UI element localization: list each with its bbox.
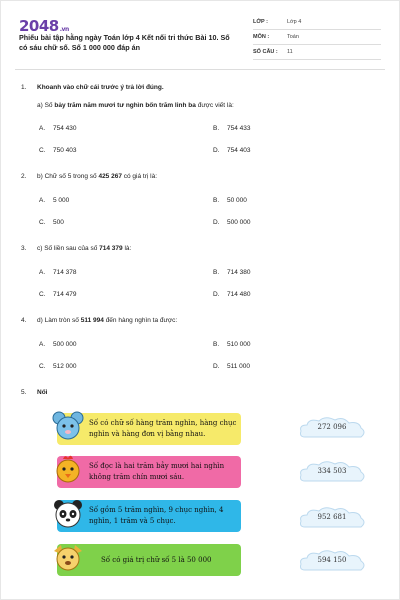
site-logo[interactable]: 2048.vn: [19, 17, 69, 35]
q2-option-d[interactable]: D. 500 000: [213, 219, 251, 226]
rooster-icon: [51, 453, 85, 487]
worksheet-title: Phiếu bài tập hằng ngày Toán lớp 4 Kết nối tri thức Bài 10. Số có sáu chữ số. Số 1 000 000 đáp án: [19, 33, 230, 52]
meta-row-class: LỚP : Lớp 4: [253, 15, 381, 30]
q2-option-a[interactable]: A. 5 000: [39, 197, 70, 204]
q2-option-c[interactable]: C. 500: [39, 219, 64, 226]
cloud-answer-4[interactable]: 594 150: [297, 548, 367, 574]
q4-option-d[interactable]: D. 511 000: [213, 363, 251, 370]
match-card-4[interactable]: Số có giá trị chữ số 5 là 50 000: [57, 544, 241, 576]
question-2-text: b) Chữ số 5 trong số 425 267 có giá trị là:: [37, 173, 158, 180]
q1-option-a[interactable]: A. 754 430: [39, 125, 77, 132]
q1-option-b[interactable]: B. 754 433: [213, 125, 251, 132]
q3-option-c[interactable]: C. 714 479: [39, 291, 77, 298]
question-1-text: Khoanh vào chữ cái trước ý trả lời đúng.: [37, 84, 164, 91]
question-4-text: d) Làm tròn số 511 994 đến hàng nghìn ta được:: [37, 317, 178, 324]
panda-icon: [51, 497, 85, 531]
q1-option-d[interactable]: D. 754 403: [213, 147, 251, 154]
mouse-icon: [51, 409, 85, 443]
match-card-2[interactable]: Số đọc là hai trăm bảy mươi hai nghìn không trăm chín mươi sáu.: [57, 456, 241, 488]
q4-option-b[interactable]: B. 510 000: [213, 341, 251, 348]
cloud-answer-3[interactable]: 952 681: [297, 505, 367, 531]
match-card-1[interactable]: Số có chữ số hàng trăm nghìn, hàng chục nghìn và hàng đơn vị bằng nhau.: [57, 413, 241, 445]
q3-option-a[interactable]: A. 714 378: [39, 269, 77, 276]
question-3-text: c) Số liền sau của số 714 379 là:: [37, 245, 132, 252]
meta-table: [253, 15, 381, 60]
question-5-text: Nối: [37, 389, 48, 396]
q3-option-b[interactable]: B. 714 380: [213, 269, 251, 276]
question-1-sub: a) Số bảy trăm năm mươi tư nghìn bốn trăm linh ba được viết là:: [37, 102, 234, 109]
q4-option-c[interactable]: C. 512 000: [39, 363, 77, 370]
header-divider: [15, 69, 385, 70]
cloud-answer-2[interactable]: 334 503: [297, 459, 367, 485]
cloud-answer-1[interactable]: 272 096: [297, 415, 367, 441]
match-card-3[interactable]: Số gồm 5 trăm nghìn, 9 chục nghìn, 4 nghìn, 1 trăm và 5 chục.: [57, 500, 241, 532]
meta-row-count: SỐ CÂU : 11: [253, 45, 381, 60]
q1-option-c[interactable]: C. 750 403: [39, 147, 77, 154]
dog-icon: [51, 541, 85, 575]
q3-option-d[interactable]: D. 714 480: [213, 291, 251, 298]
meta-row-subject: MÔN : Toán: [253, 30, 381, 45]
q2-option-b[interactable]: B. 50 000: [213, 197, 247, 204]
q4-option-a[interactable]: A. 500 000: [39, 341, 77, 348]
worksheet-page: 2048.vn Phiếu bài tập hằng ngày Toán lớp 4 Kết nối tri thức Bài 10. Số có sáu chữ số. Số 1 000 000 đáp án LỚP : Lớp 4 MÔN : Toán SỐ CÂU : 11 1. Khoanh vào chữ cái trước ý trả lời đúng. a) Số bảy trăm năm mươi tư nghìn bốn trăm linh ba được viết là: A. 754 430 B. 754 433 C. 750 403 D. 754 403 2. b) Chữ số 5 trong số 425 267 có giá trị là: A. 5 000 B. 50 000 C. 500 D. 500 000 3. c) Số liền sau của số 714 379 là: A. 714 378 B. 714 380 C. 714 479 D. 714 480 4. d) Làm tròn số 511 994 đến hàng nghìn ta được: A. 500 000 B. 510 000 C. 512 000 D. 511 000 5. Nối Số có chữ số hàng trăm nghìn, hàng chục nghìn và hàng đơn vị bằng nhau. Số đọc là hai trăm bảy mươi hai nghìn không trăm chín mươi sáu. Số gồm 5 trăm nghìn, 9 chục nghìn, 4 nghìn, 1 trăm và 5 chục. Số có giá trị chữ số 5 là 50 000 272 096 334 503 952 681 594 150: [0, 0, 400, 600]
